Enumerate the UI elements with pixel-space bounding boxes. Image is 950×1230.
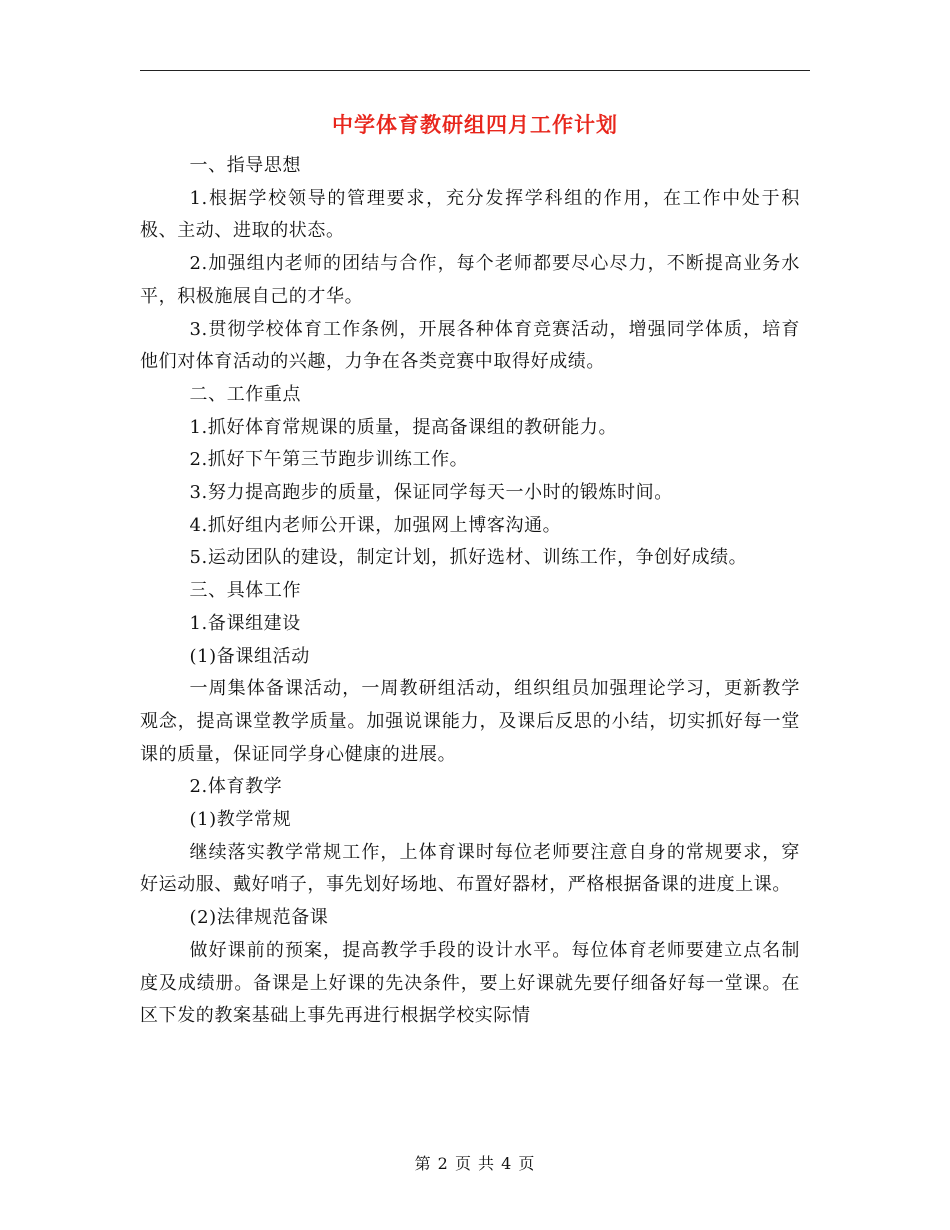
paragraph: 4.抓好组内老师公开课，加强网上博客沟通。: [189, 514, 562, 536]
paragraph: 做好课前的预案，提高教学手段的设计水平。每位体育老师要建立点名制度及成绩册。备课是上好课的先决条件，要上好课就先要仔细备好每一堂课。在区下发的教案基础上事先再进行根据学校实际情: [140, 939, 800, 1027]
paragraph: 3.贯彻学校体育工作条例，开展各种体育竞赛活动，增强同学体质，培育他们对体育活动的兴趣，力争在各类竞赛中取得好成绩。: [140, 318, 800, 373]
paragraph: 2.加强组内老师的团结与合作，每个老师都要尽心尽力，不断提高业务水平，积极施展自己的才华。: [140, 253, 800, 307]
paragraph: 5.运动团队的建设，制定计划，抓好选材、训练工作，争创好成绩。: [189, 547, 748, 569]
page-number: 第 2 页 共 4 页: [414, 1154, 536, 1173]
paragraph: 一周集体备课活动，一周教研组活动，组织组员加强理论学习，更新教学观念，提高课堂教学质量。加强说课能力，及课后反思的小结，切实抓好每一堂课的质量，保证同学身心健康的进展。: [140, 678, 800, 765]
document-body: [140, 150, 800, 1033]
subsection-heading: (1)备课组活动: [189, 645, 310, 667]
paragraph: 继续落实教学常规工作，上体育课时每位老师要注意自身的常规要求，穿好运动服、戴好哨子，事先划好场地、布置好器材，严格根据备课的进度上课。: [140, 841, 800, 896]
subsection-heading: (1)教学常规: [189, 809, 292, 831]
paragraph: 1.根据学校领导的管理要求，充分发挥学科组的作用，在工作中处于积极、主动、进取的状态。: [140, 187, 800, 242]
document-title: 中学体育教研组四月工作计划: [332, 112, 618, 137]
subsection-heading: (2)法律规范备课: [189, 907, 329, 929]
paragraph: 3.努力提高跑步的质量，保证同学每天一小时的锻炼时间。: [189, 482, 673, 504]
section-heading-guiding-ideology: 一、指导思想: [189, 155, 302, 176]
header-rule: [140, 70, 810, 71]
subsection-heading: 1.备课组建设: [189, 612, 301, 634]
paragraph: 2.抓好下午第三节跑步训练工作。: [189, 449, 469, 471]
subsection-heading: 2.体育教学: [189, 776, 283, 798]
paragraph: 1.抓好体育常规课的质量，提高备课组的教研能力。: [189, 416, 618, 438]
section-heading-specific-work: 三、具体工作: [189, 580, 302, 602]
section-heading-work-focus: 二、工作重点: [189, 383, 302, 405]
